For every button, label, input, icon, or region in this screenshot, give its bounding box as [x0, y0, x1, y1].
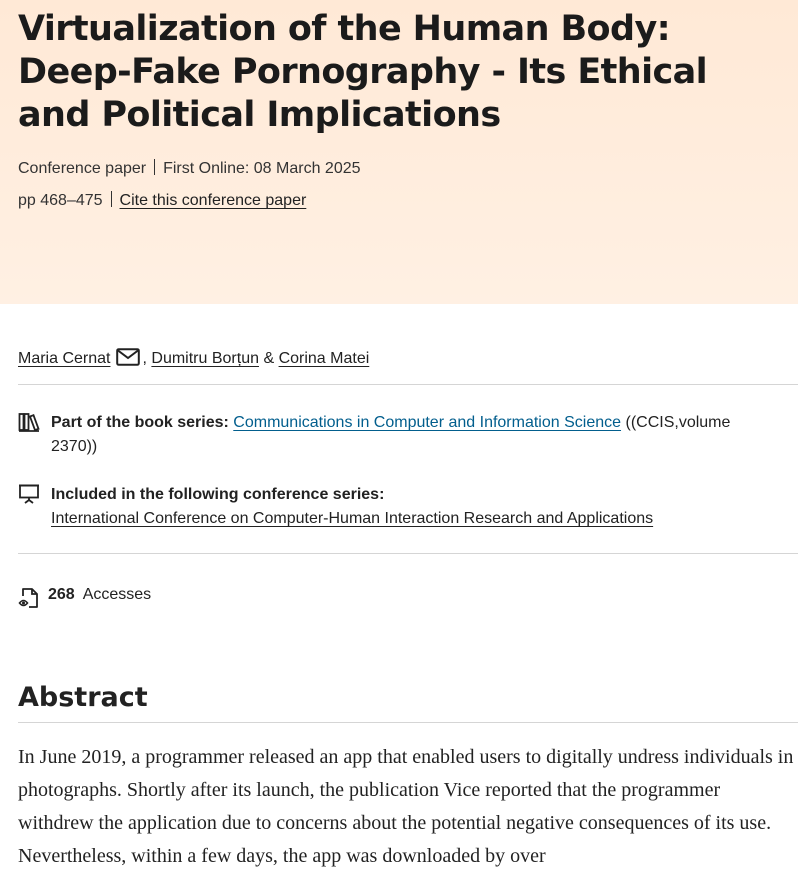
author-link[interactable]: Corina Matei: [278, 350, 370, 367]
meta-separator: [154, 159, 155, 175]
article-body: [0, 304, 798, 869]
author-separator: ,: [142, 350, 147, 367]
meta-row-2: [18, 185, 780, 217]
author-link[interactable]: Dumitru Borțun: [151, 350, 259, 367]
conference-series-text: [51, 483, 653, 531]
conference-series-link[interactable]: International Conference on Computer-Human Interaction Research and Applications: [51, 510, 654, 527]
book-series-label: Part of the book series:: [51, 414, 229, 431]
access-count: 268: [48, 586, 75, 603]
presentation-board-icon: [18, 483, 40, 505]
content-type: Conference paper: [18, 160, 147, 177]
meta-separator: [111, 191, 112, 207]
first-online-date: First Online: 08 March 2025: [163, 160, 361, 177]
books-icon: [18, 411, 40, 433]
book-series-row: [18, 411, 778, 459]
mail-icon[interactable]: [116, 348, 140, 371]
article-meta: [18, 153, 780, 217]
article-header: [0, 0, 798, 304]
book-series-text: [51, 411, 778, 459]
abstract-heading: Abstract: [18, 680, 798, 723]
access-label: Accesses: [82, 586, 152, 603]
author-link[interactable]: Maria Cernat: [18, 350, 111, 367]
series-info: [18, 385, 798, 553]
book-series-link[interactable]: Communications in Computer and Information Science: [233, 414, 622, 431]
author-ampersand: &: [263, 350, 275, 367]
conference-series-row: [18, 483, 778, 531]
page-range: pp 468–475: [18, 192, 103, 209]
abstract-text: In June 2019, a programmer released an app that enabled users to digitally undress individuals in photographs. Shortly after its launch, the publication Vice reported that the programmer withdrew the application due to concerns about the potential negative consequences of its use. Nevertheless, within a few days, the app was downloaded by over: [18, 746, 794, 867]
article-title: Virtualization of the Human Body: Deep-Fake Pornography - Its Ethical and Political Implications: [18, 9, 708, 135]
conference-series-label: Included in the following conference series:: [51, 486, 385, 503]
cite-paper-link[interactable]: Cite this conference paper: [119, 192, 307, 209]
article-metrics: [18, 554, 798, 646]
author-list: [18, 304, 798, 384]
meta-row-1: [18, 153, 780, 185]
book-series-volume: ((CCIS,volume 2370)): [51, 414, 731, 455]
document-eye-icon: [18, 586, 42, 615]
